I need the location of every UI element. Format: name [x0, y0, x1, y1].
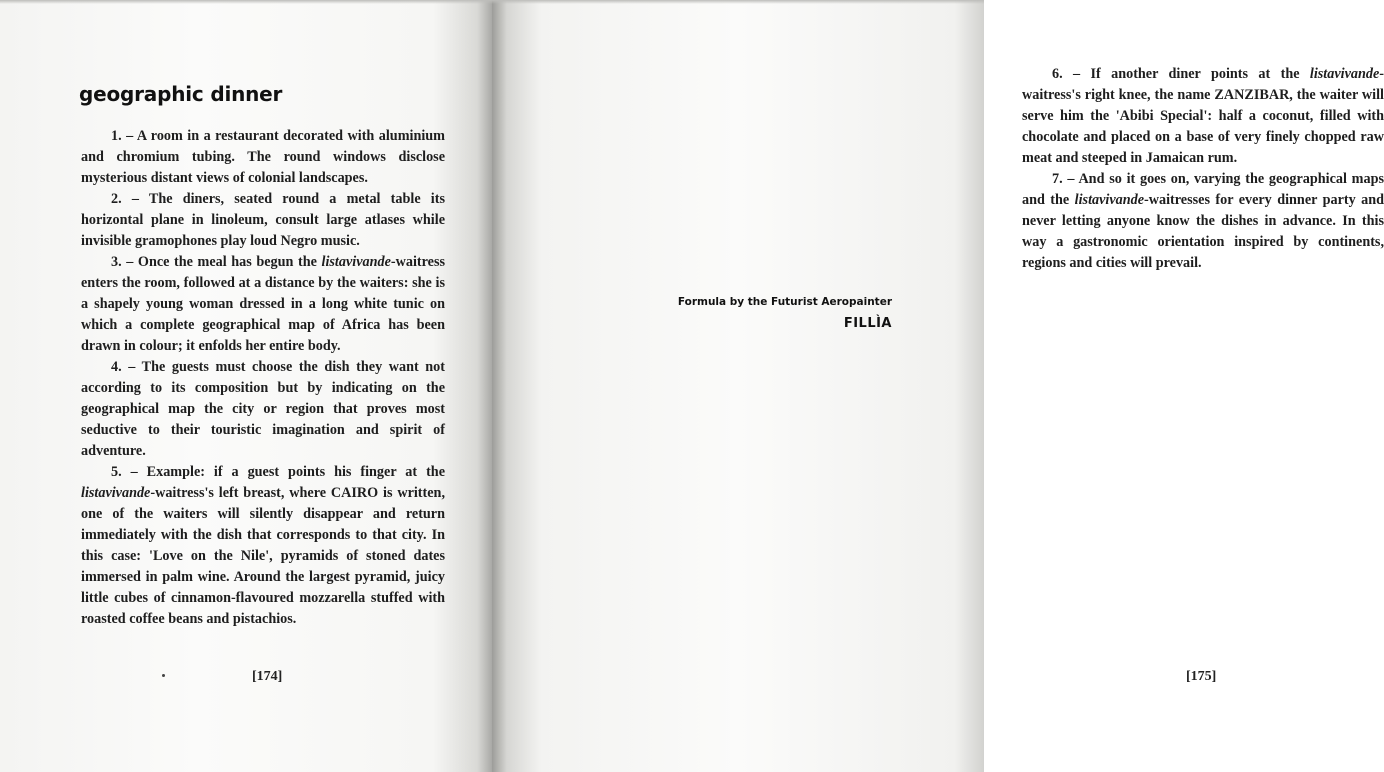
text-run: 1. – A room in a restaurant decorated with aluminium and chromium tubing. The round windows disclose mysterious distant views of colonial landscapes. — [81, 128, 445, 186]
left-body-text — [81, 126, 445, 630]
paragraph — [81, 126, 445, 189]
text-run: 2. – The diners, seated round a metal table its horizontal plane in linoleum, consult large atlases while invisible gramophones play loud Negro music. — [81, 191, 445, 249]
text-run: -waitress's right knee, the name ZANZIBAR, the waiter will serve him the 'Abibi Special': half a coconut, filled with chocolate and placed on a base of very finely chopped raw meat and steeped in Jamaican rum. — [1022, 66, 1384, 166]
italic-term: listavivande — [321, 254, 391, 270]
paragraph — [1022, 169, 1384, 274]
author-name: FILLÌA — [843, 316, 892, 331]
stray-ink-mark — [162, 674, 165, 677]
text-run: -waitress enters the room, followed at a distance by the waiters: she is a shapely young woman dressed in a long white tunic on which a complete geographical map of Africa has been drawn in colour; it enfolds her entire body. — [81, 254, 445, 354]
section-heading: geographic dinner — [79, 82, 283, 106]
text-run: -waitresses for every dinner party and never letting anyone know the dishes in advance. In this way a gastronomic orientation inspired by continents, regions and cities will prevail. — [1022, 192, 1384, 271]
page-number-left: [174] — [252, 669, 283, 684]
italic-term: listavivande — [1309, 66, 1380, 82]
paragraph — [1022, 64, 1384, 169]
paragraph — [81, 189, 445, 252]
text-run: 3. – Once the meal has begun the — [111, 254, 322, 270]
page-top-edge — [0, 0, 492, 4]
text-run: 5. – Example: if a guest points his finger at the — [111, 464, 445, 480]
right-page — [492, 0, 1384, 772]
paragraph — [81, 357, 445, 462]
text-run: 7. – And so it goes on, varying the geographical maps and the — [1022, 171, 1384, 208]
page-top-edge — [492, 0, 984, 4]
italic-term: listavivande — [81, 485, 151, 501]
right-body-text — [1022, 64, 1384, 274]
text-run: 6. – If another diner points at the — [1052, 66, 1310, 82]
paragraph — [81, 252, 445, 357]
italic-term: listavivande — [1074, 192, 1145, 208]
text-run: -waitress's left breast, where CAIRO is written, one of the waiters will silently disappear and return immediately with the dish that corresponds to that city. In this case: 'Love on the Nile', pyramids of stoned dates immersed in palm wine. Around the largest pyramid, juicy little cubes of cinnamon-flavoured mozzarella stuffed with roasted coffee beans and pistachios. — [81, 485, 445, 627]
paragraph — [81, 462, 445, 630]
text-run: 4. – The guests must choose the dish they want not according to its composition but by indicating on the geographical map the city or region that proves most seductive to their touristic imagination and spirit of adventure. — [81, 359, 445, 459]
left-page — [0, 0, 492, 772]
page-number-right: [175] — [1186, 669, 1217, 684]
formula-credit: Formula by the Futurist Aeropainter — [677, 296, 892, 308]
